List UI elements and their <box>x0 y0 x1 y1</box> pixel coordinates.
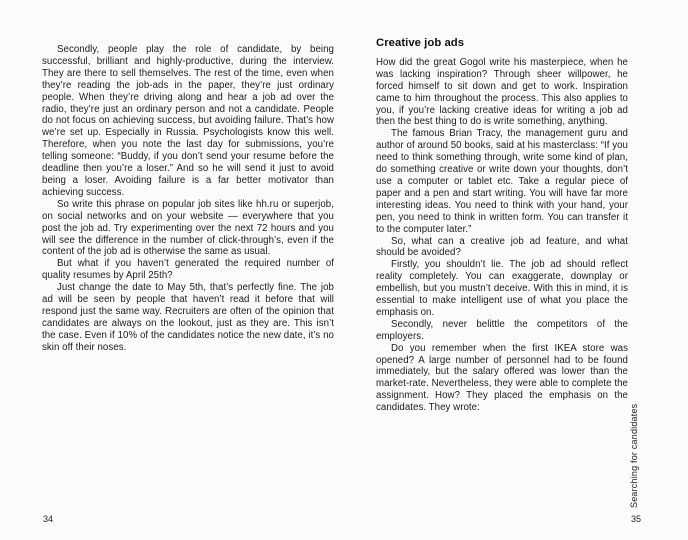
paragraph: Firstly, you shouldn’t lie. The job ad should reflect reality completely. You can exaggerate, downplay or embellish, but you mustn’t deceive. With this in mind, it is essential to make intelligent use of what you place the emphasis on. <box>376 259 628 318</box>
paragraph: Just change the date to May 5th, that’s perfectly fine. The job ad will be seen by people that haven’t read it before that will respond just the same way. Recruiters are often of the opinion that candidates are always on the lookout, just as they are. This isn’t the case. Even if 10% of the candidates notice the new date, it’s no skin off their noses. <box>42 282 334 353</box>
page-left-body <box>42 44 334 354</box>
section-heading: Creative job ads <box>376 37 465 49</box>
paragraph: How did the great Gogol write his masterpiece, when he was lacking inspiration? Through sheer willpower, he forced himself to sit down and get to work. Inspiration came to him throughout the process. This also applies to you, if you’re lacking creative ideas for writing a job ad then the best thing to do is write something, anything. <box>376 56 628 128</box>
paragraph: So write this phrase on popular job sites like hh.ru or superjob, on social networks and on your website — everywhere that you post the job ad. Try experimenting over the next 72 hours and you will see the difference in the number of click-through’s, even if the content of the job ad is otherwise the same as usual. <box>42 198 334 258</box>
paragraph: Secondly, people play the role of candidate, by being successful, brilliant and highly-productive, during the interview. They are there to sell themselves. The rest of the time, even when they’re reading the job-ads in the paper, they’re just ordinary people. When they’re driving along and hear a job ad over the radio, they’re just an ordinary person and not a candidate. People do not focus on achieving success, but avoiding failure. That’s how we’re set up. Especially in Russia. Psychologists know this well. Therefore, when you note the last day for submissions, you’re telling someone: “Buddy, if you don’t send your resume before the deadline then you’re a loser.” And so he will send it just to avoid being a loser. Avoiding failure is a far better motivator than achieving success. <box>42 44 334 198</box>
paragraph: Secondly, never belittle the competitors of the employers. <box>376 318 628 342</box>
paragraph: The famous Brian Tracy, the management guru and author of around 50 books, said at his masterclass: “If you need to think something through, write some kind of plan, do something creative or write down your thoughts, don’t use a computer or tablet etc. Take a regular piece of paper and a pen and start writing. You will have far more interesting ideas. You need to think with your hand, your pen, you need to think in written form. You can transfer it to the computer later.” <box>376 128 628 235</box>
paragraph: But what if you haven’t generated the required number of quality resumes by April 25th? <box>42 258 334 282</box>
page-number-right: 35 <box>631 514 642 524</box>
paragraph: So, what can a creative job ad feature, and what should be avoided? <box>376 235 628 259</box>
page-number-left: 34 <box>43 514 54 524</box>
page-right-body <box>376 38 628 414</box>
paragraph: Do you remember when the first IKEA store was opened? A large number of personnel had to be found immediately, but the salary offered was lower than the market-rate. Nevertheless, they were able to complete the assignment. How? They placed the emphasis on the candidates. They wrote: <box>376 342 628 414</box>
chapter-tab: Searching for candidates <box>629 403 639 508</box>
